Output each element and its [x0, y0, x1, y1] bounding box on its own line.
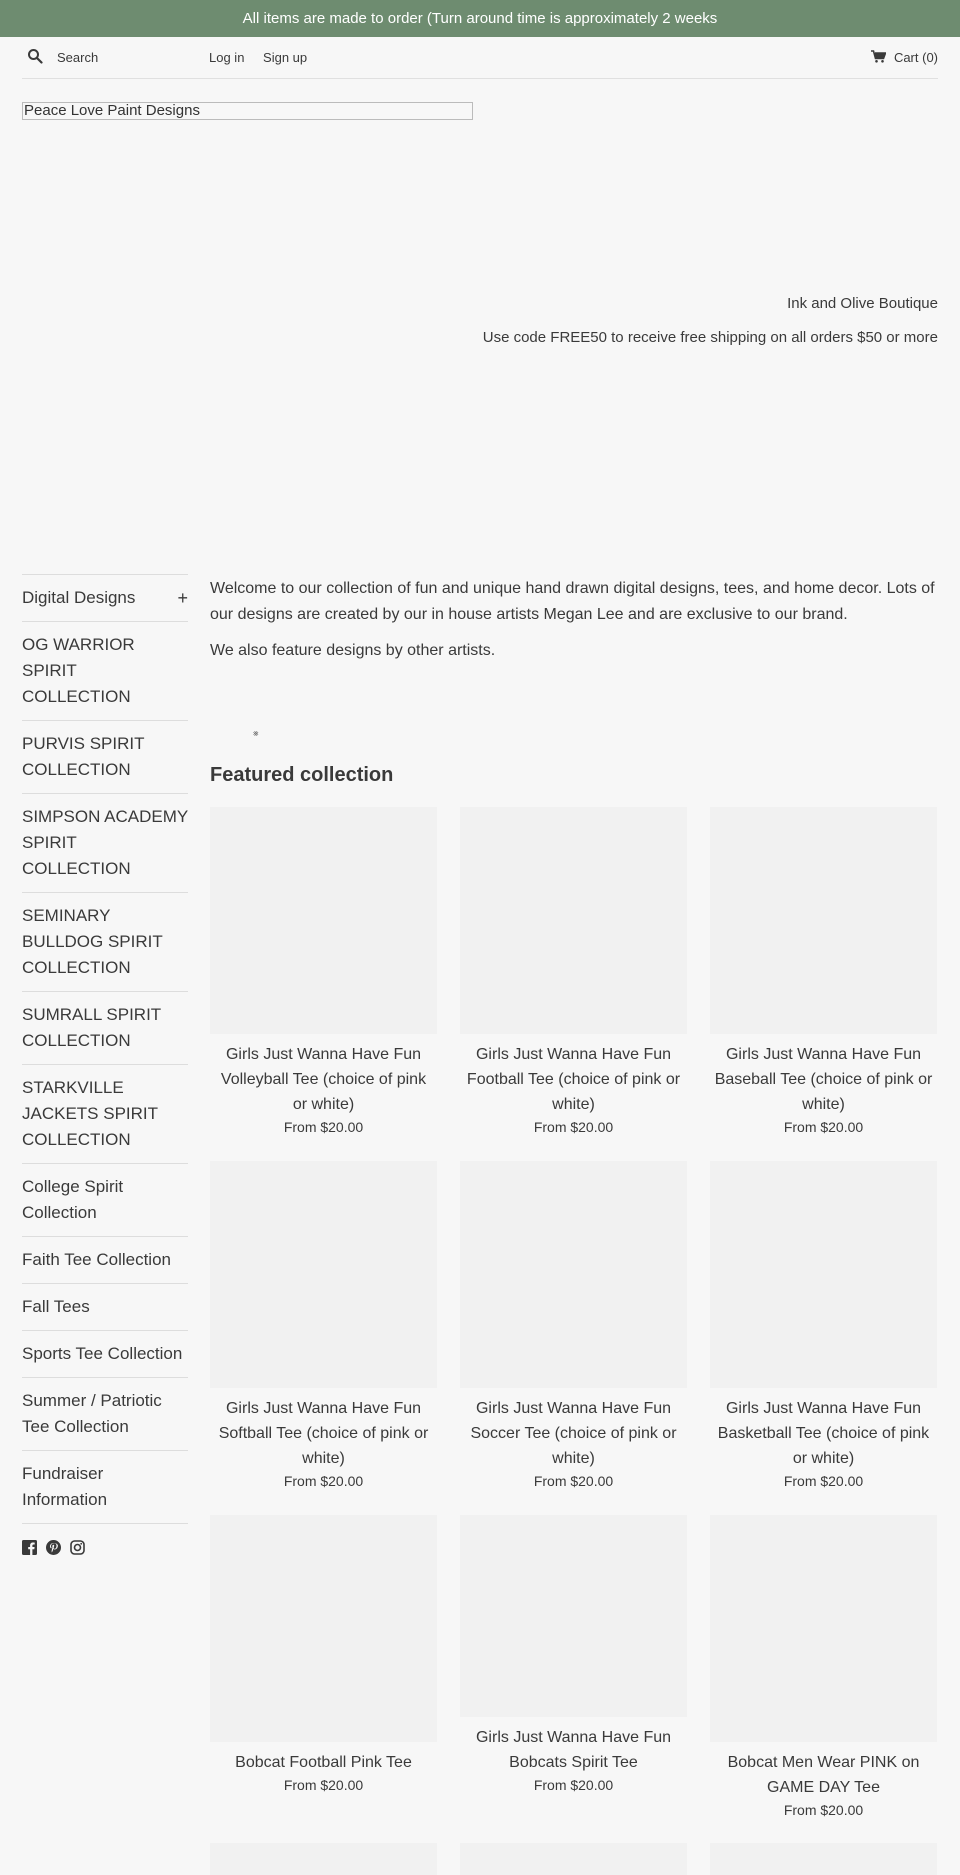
product-image[interactable] — [710, 807, 937, 1034]
sidebar-item-label: OG WARRIOR SPIRIT COLLECTION — [22, 635, 135, 706]
product-card[interactable] — [710, 1161, 937, 1489]
product-card[interactable] — [210, 1515, 437, 1793]
sidebar-item-label: Fundraiser Information — [22, 1464, 108, 1509]
sidebar-item-sports-tee[interactable] — [22, 1331, 188, 1378]
intro-paragraph-1: Welcome to our collection of fun and unique hand drawn digital designs, tees, and home decor. Lots of our designs are created by our in house artists Megan Lee and are exclusive to our brand. — [210, 580, 935, 623]
product-image[interactable] — [710, 1161, 937, 1388]
product-title[interactable]: Girls Just Wanna Have Fun Soccer Tee (choice of pink or white) — [470, 1400, 677, 1467]
product-card[interactable] — [210, 1843, 437, 1875]
product-title[interactable]: Bobcat Football Pink Tee — [235, 1754, 412, 1771]
product-price: From $20.00 — [783, 1119, 864, 1135]
sidebar-item-purvis[interactable] — [22, 721, 188, 794]
product-image[interactable] — [460, 1515, 687, 1717]
sidebar-item-simpson-academy[interactable] — [22, 794, 188, 893]
main-content — [210, 574, 938, 1818]
account-links — [209, 50, 322, 65]
cart-label: Cart (0) — [893, 50, 938, 65]
product-image[interactable] — [460, 1843, 687, 1875]
product-title[interactable]: Girls Just Wanna Have Fun Softball Tee (choice of pink or white) — [218, 1400, 429, 1467]
product-price: From $20.00 — [533, 1777, 614, 1793]
sidebar-item-label: Summer / Patriotic Tee Collection — [22, 1391, 162, 1436]
search-input[interactable] — [57, 50, 197, 65]
product-image[interactable] — [460, 807, 687, 1034]
product-card[interactable] — [460, 807, 687, 1135]
sidebar-nav — [22, 574, 188, 1560]
sidebar-item-sumrall[interactable] — [22, 992, 188, 1065]
sidebar-item-label: SIMPSON ACADEMY SPIRIT COLLECTION — [22, 807, 188, 878]
sidebar-item-label: PURVIS SPIRIT COLLECTION — [22, 734, 145, 779]
sidebar-item-faith-tee[interactable] — [22, 1237, 188, 1284]
product-image[interactable] — [210, 1843, 437, 1875]
cart-icon — [871, 50, 894, 66]
announcement-bar — [0, 0, 960, 37]
product-card[interactable] — [710, 1843, 937, 1875]
sidebar-item-label: Digital Designs — [22, 588, 136, 607]
product-title[interactable]: Bobcat Men Wear PINK on GAME DAY Tee — [727, 1754, 920, 1796]
product-price: From $20.00 — [533, 1473, 614, 1489]
intro-paragraph-2: We also feature designs by other artists. — [210, 642, 496, 659]
product-image[interactable] — [460, 1161, 687, 1388]
site-header — [22, 37, 938, 79]
product-image[interactable] — [210, 807, 437, 1034]
signup-link[interactable]: Sign up — [263, 50, 308, 65]
featured-collection-title: Featured collection — [210, 764, 394, 786]
product-price: From $20.00 — [783, 1473, 864, 1489]
product-image[interactable] — [710, 1515, 937, 1742]
sidebar-item-label: Fall Tees — [22, 1297, 90, 1316]
product-price: From $20.00 — [283, 1473, 364, 1489]
product-card[interactable] — [710, 807, 937, 1135]
expand-plus-icon[interactable]: + — [177, 588, 188, 608]
instagram-icon[interactable] — [70, 1540, 85, 1560]
sidebar-item-starkville-jackets[interactable] — [22, 1065, 188, 1164]
sidebar-item-label: Sports Tee Collection — [22, 1344, 183, 1363]
promo-shipping-code: Use code FREE50 to receive free shipping on all orders $50 or more — [482, 329, 938, 346]
product-card[interactable] — [710, 1515, 937, 1818]
product-price: From $20.00 — [533, 1119, 614, 1135]
search-icon[interactable] — [22, 48, 43, 67]
sidebar-item-label: Faith Tee Collection — [22, 1250, 171, 1269]
sidebar-item-seminary-bulldog[interactable] — [22, 893, 188, 992]
sidebar-item-label: College Spirit Collection — [22, 1177, 124, 1222]
sidebar-item-label: SEMINARY BULLDOG SPIRIT COLLECTION — [22, 906, 163, 977]
product-card[interactable] — [210, 1161, 437, 1489]
product-title[interactable]: Girls Just Wanna Have Fun Volleyball Tee (choice of pink or white) — [220, 1046, 427, 1113]
sidebar-item-digital-designs[interactable] — [22, 575, 188, 622]
pinterest-icon[interactable] — [46, 1540, 61, 1560]
product-price: From $20.00 — [783, 1802, 864, 1818]
product-title[interactable]: Girls Just Wanna Have Fun Baseball Tee (choice of pink or white) — [714, 1046, 933, 1113]
product-title[interactable]: Girls Just Wanna Have Fun Bobcats Spirit Tee — [475, 1729, 672, 1771]
search-form — [22, 48, 209, 67]
product-card[interactable] — [460, 1843, 687, 1875]
sidebar-item-label: SUMRALL SPIRIT COLLECTION — [22, 1005, 161, 1050]
product-title[interactable]: Girls Just Wanna Have Fun Basketball Tee (choice of pink or white) — [717, 1400, 930, 1467]
sidebar-item-fundraiser[interactable] — [22, 1451, 188, 1524]
login-link[interactable]: Log in — [209, 50, 245, 65]
sidebar-item-college-spirit[interactable] — [22, 1164, 188, 1237]
product-card[interactable] — [460, 1515, 687, 1793]
product-image[interactable] — [710, 1843, 937, 1875]
site-logo[interactable]: Peace Love Paint Designs — [22, 102, 473, 120]
product-image[interactable] — [210, 1515, 437, 1742]
product-card[interactable] — [460, 1161, 687, 1489]
product-title[interactable]: Girls Just Wanna Have Fun Football Tee (choice of pink or white) — [466, 1046, 681, 1113]
sidebar-item-label: STARKVILLE JACKETS SPIRIT COLLECTION — [22, 1078, 158, 1149]
sidebar-item-og-warrior[interactable] — [22, 622, 188, 721]
intro-text — [210, 576, 938, 664]
sidebar-item-summer-patriotic[interactable] — [22, 1378, 188, 1451]
broken-image-icon: ⨳ — [253, 728, 259, 738]
product-price: From $20.00 — [283, 1119, 364, 1135]
facebook-icon[interactable] — [22, 1540, 37, 1560]
announcement-text: All items are made to order (Turn around time is approximately 2 weeks — [242, 10, 718, 27]
product-price: From $20.00 — [283, 1777, 364, 1793]
product-image[interactable] — [210, 1161, 437, 1388]
product-card[interactable] — [210, 807, 437, 1135]
promo-boutique-name: Ink and Olive Boutique — [787, 295, 938, 312]
social-links — [22, 1540, 188, 1560]
sidebar-item-fall-tees[interactable] — [22, 1284, 188, 1331]
cart-link[interactable] — [871, 50, 938, 66]
